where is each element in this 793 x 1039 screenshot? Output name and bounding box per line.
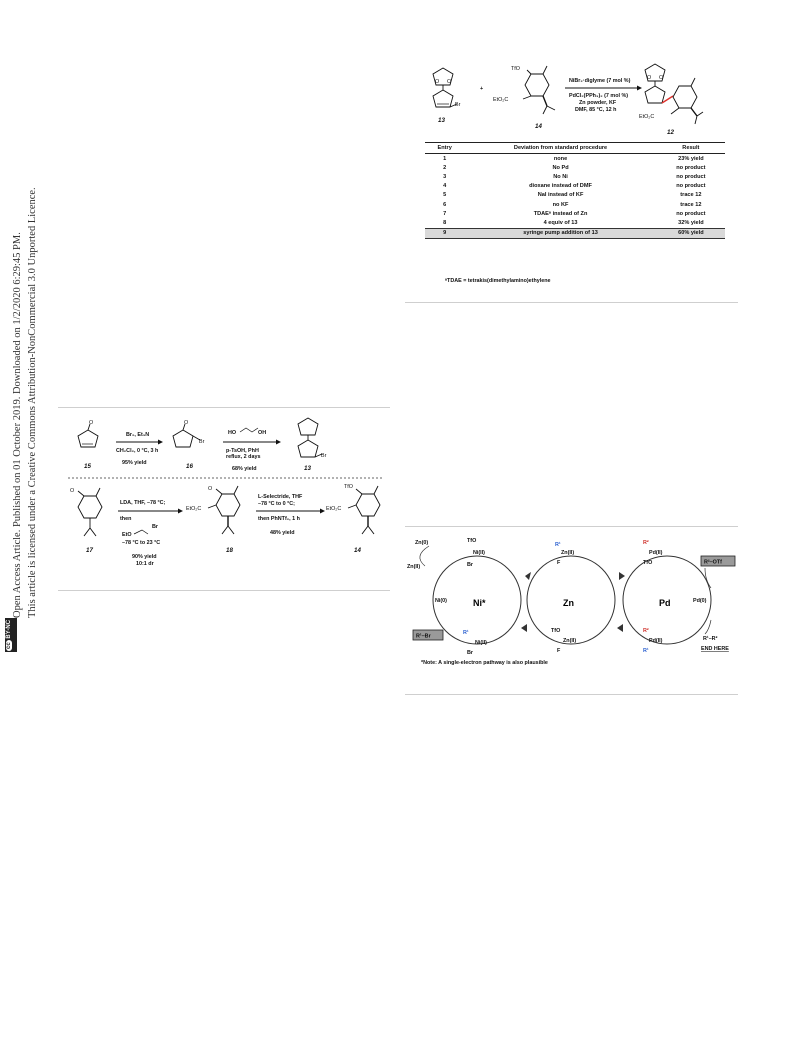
ni-tfo: TfO [467,538,477,544]
compound-13b-label: 13 [304,465,311,472]
step3-temp: –78 °C to 23 °C [122,540,161,546]
condition-pd: PdCl₂(PPh₃)₂ (7 mol %) [569,93,629,99]
compound-13-label: 13 [438,117,445,124]
ni-br-top: Br [467,562,473,568]
deviation-cell: dioxane instead of DMF [529,183,592,190]
result-cell: trace 12 [680,192,702,199]
zn-f-top: F [557,560,561,566]
compound-13-structure-b [298,418,327,459]
compound-14-structure [493,66,555,114]
result-cell: 32% yield [678,219,704,226]
deviation-cell: No Pd [552,164,569,171]
compound-13-o2: O [447,79,452,85]
step2-yield: 68% yield [232,466,257,472]
compound-17-structure [70,488,102,536]
step4-temp: –78 °C to 0 °C; [258,501,295,507]
compound-17-label: 17 [86,547,93,554]
result-cell: no product [676,183,706,190]
input-r2-otf: R²–OTf [704,559,722,566]
cc-licence-badge[interactable] [5,618,17,652]
table-row [425,154,725,164]
table-header-row [425,143,725,154]
condition-ni: NiBr₂·diglyme (7 mol %) [569,78,631,84]
result-cell: no product [676,173,706,180]
ni-cycle-label: Ni* [473,598,486,608]
compound-18-structure [186,486,240,534]
compound-13-structure [433,68,461,108]
deviation-cell: syringe pump addition of 13 [464,228,656,238]
zn-r1: R¹ [555,542,561,548]
zn2-species: Zn(II) [407,564,421,570]
compound-14-eto2c: EtO₂C [493,97,509,103]
compound-14-tfo: TfO [511,66,520,72]
step4-selectride: L-Selectride, THF [258,494,303,500]
entry-cell: 9 [425,228,464,238]
ni-r1: R¹ [463,630,469,636]
result-cell: no product [676,164,706,171]
mechanism-note: *Note: A single-electron pathway is also plausible [421,660,548,666]
compound-14b-eto2c: EtO₂C [326,506,342,512]
product-r1-r2: R¹–R² [703,636,718,642]
step3-eto: EtO [122,532,132,538]
condition-solvent: DMF, 85 °C, 12 h [575,107,617,113]
zn2-top-species: Zn(II) [561,550,575,556]
catalytic-cycle-diagram [405,530,740,690]
compound-14b-label: 14 [354,547,361,554]
pd-r2-bottom: R² [643,628,649,634]
side-access-line: Open Access Article. Published on 01 October 2019. Downloaded on 1/2/2020 6:29:45 PM. [12,232,23,618]
figure-2-top-divider [58,407,390,408]
entry-cell: 6 [443,201,447,208]
figure-catalytic-cycles [405,530,740,690]
ni2-top: Ni(II) [473,550,485,556]
pd2-top-species: Pd(II) [649,550,663,556]
pd-r1: R¹ [643,648,649,654]
step3-then: then [120,516,132,522]
figure-1-divider [405,302,738,303]
ni0-species: Ni(0) [435,598,447,604]
compound-16-br: Br [199,439,205,445]
entry-cell: 3 [443,173,447,180]
compound-14b-tfo: TfO [344,484,353,490]
cc-badge-text: BY-NC [6,619,12,639]
ni-br-bottom: Br [467,650,473,656]
compound-12-eto2c: EtO₂C [639,114,655,120]
header-result: Result [657,143,725,154]
table-footnote: ᵃTDAE = tetrakis(dimethylamino)ethylene [445,278,551,284]
compound-15-o: O [89,420,94,426]
input-r1-br: R¹–Br [416,633,431,640]
compound-12-structure [639,64,703,124]
end-here-label: END HERE [701,646,729,652]
condition-zn: Zn powder, KF [579,100,617,106]
table-row [425,191,725,200]
entry-cell: 2 [443,164,447,171]
step2-acid: p-TsOH, PhH [226,448,259,454]
deviation-cell: No Ni [553,173,568,180]
step3-lda: LDA, THF, –78 °C; [120,500,166,506]
result-cell: trace 12 [680,201,702,208]
step3-yield: 90% yield [132,554,157,560]
compound-17-o: O [70,488,75,494]
cross-coupling-scheme [405,60,740,140]
figure-synthesis [58,410,390,588]
deviation-table [425,142,725,239]
deviation-cell: no KF [552,201,569,208]
zn-tfo: TfO [551,628,561,634]
step3-dr: 10:1 dr [136,561,154,567]
zn2-bottom-species: Zn(II) [563,638,577,644]
step4-phntf2: then PhNTf₂, 1 h [258,516,300,522]
cc-badge-symbol: cc [6,642,12,649]
zn-f-bottom: F [557,648,561,654]
step3-br: Br [152,524,158,530]
compound-14-label: 14 [535,123,542,130]
table-row [425,172,725,181]
pd-tfo: TfO [643,560,653,566]
deviation-cell: none [553,155,568,162]
compound-16-label: 16 [186,463,193,470]
step1-reagent: Br₂, Et₃N [126,432,150,438]
step2-reflux: reflux, 2 days [226,454,261,460]
compound-12-o2: O [659,75,664,81]
table-row-highlighted [425,228,725,238]
step4-yield: 48% yield [270,530,295,536]
step2-ho: HO [228,430,237,436]
side-licence-line: This article is licensed under a Creative Commons Attribution-NonCommercial 3.0 Unported Licence. [27,187,38,618]
entry-cell: 8 [443,219,447,226]
zn-cycle-label: Zn [563,598,574,608]
header-deviation: Deviation from standard procedure [464,143,656,154]
compound-18-eto2c: EtO₂C [186,506,202,512]
compound-13-o1: O [435,79,440,85]
compound-13b-br: Br [321,453,327,459]
deviation-cell: 4 equiv of 13 [543,219,578,226]
table-row [425,209,725,218]
entry-cell: 1 [443,155,447,162]
synthesis-scheme [58,410,390,588]
entry-cell: 5 [443,192,447,199]
compound-12-label: 12 [667,129,674,136]
figure-cross-coupling [405,60,740,292]
step1-conditions: CH₂Cl₂, 0 °C, 3 h [116,448,159,454]
table-row [425,218,725,228]
compound-16-o: O [184,420,189,426]
compound-16-structure [173,420,205,447]
table-row [425,200,725,209]
figure-3-bottom-divider [405,694,738,695]
header-entry: Entry [425,143,464,154]
deviation-cell: TDAEᵃ instead of Zn [533,210,588,217]
compound-14b-structure [326,484,380,534]
step2-oh: OH [258,430,267,436]
pd-r2-top: R² [643,540,649,546]
entry-cell: 4 [443,183,447,190]
compound-15-structure [78,420,98,447]
figure-2-bottom-divider [58,590,390,591]
plus-sign: + [480,86,484,92]
table-row [425,182,725,191]
result-cell: 23% yield [678,155,704,162]
step1-yield: 95% yield [122,460,147,466]
ni2-bottom: Ni(II) [475,640,487,646]
figure-3-top-divider [405,526,738,527]
pd-cycle-label: Pd [659,598,671,608]
entry-cell: 7 [443,210,447,217]
compound-18-label: 18 [226,547,233,554]
pd2-bottom-species: Pd(II) [649,638,663,644]
result-cell: 60% yield [657,228,725,238]
deviation-cell: NaI instead of KF [537,192,584,199]
zn0-species: Zn(0) [415,540,429,546]
compound-15-label: 15 [84,463,91,470]
compound-13-br: Br [455,102,461,108]
table-row [425,163,725,172]
result-cell: no product [676,210,706,217]
compound-12-o1: O [647,75,652,81]
pd0-species: Pd(0) [693,598,707,604]
compound-18-o: O [208,486,213,492]
